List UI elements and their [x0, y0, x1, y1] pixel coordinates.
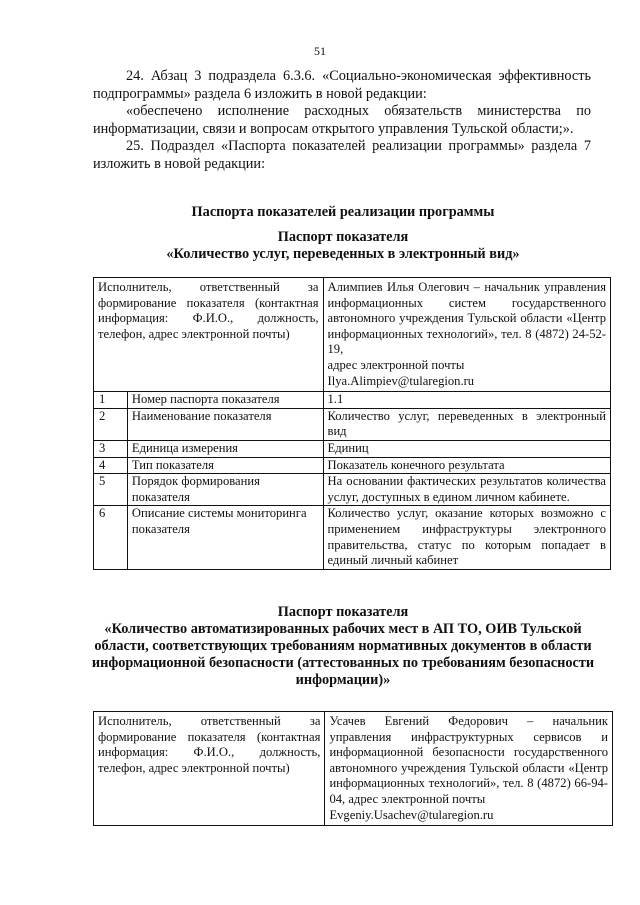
row-number: 1 [94, 392, 128, 409]
row-label: Описание системы мониторинга показателя [127, 506, 323, 569]
row-number: 6 [94, 506, 128, 569]
section-title: Паспорта показателей реализации программы [191, 204, 495, 220]
row-number: 4 [94, 457, 128, 474]
passport2-executor-label: Исполнитель, ответственный за формирование показателя (контактная информация: Ф.И.О., должность, телефон, адрес электронной почты) [94, 712, 325, 826]
row-label: Единица измерения [127, 440, 323, 457]
row-label: Номер паспорта показателя [127, 392, 323, 409]
table-row [94, 474, 611, 506]
row-number: 5 [94, 474, 128, 506]
row-value: На основании фактических результатов количества услуг, доступных в едином личном кабинете. [323, 474, 611, 506]
row-label: Наименование показателя [127, 408, 323, 440]
row-value: Показатель конечного результата [323, 457, 611, 474]
passport1-title-line1: Паспорт показателя [277, 229, 409, 245]
passport1-email[interactable]: Ilya.Alimpiev@tularegion.ru [327, 373, 475, 388]
passport2-table [93, 711, 613, 826]
passport2-email[interactable]: Evgeniy.Usachev@tularegion.ru [329, 807, 494, 822]
row-number: 3 [94, 440, 128, 457]
passport2-title [80, 604, 606, 689]
row-number: 2 [94, 408, 128, 440]
passport1-title-line2: «Количество услуг, переведенных в электронный вид» [166, 246, 520, 262]
passport2-executor-value: Усачев Евгений Федорович – начальник управления инфраструктурных сервисов и информационной безопасности государственного автономного учреждения Тульской области «Центр информационных технологий», тел. 8 (4872) 66-94-04, адрес электронной почты [329, 714, 608, 806]
passport2-executor-row [94, 712, 613, 826]
table-row [94, 392, 611, 409]
passport2-executor-cell [325, 712, 613, 826]
row-label: Тип показателя [127, 457, 323, 474]
row-value: Единиц [323, 440, 611, 457]
passport1-executor-row [94, 278, 611, 392]
page-number: 51 [314, 44, 326, 58]
passport1-table [93, 277, 611, 570]
paragraph-25: 25. Подраздел «Паспорта показателей реализации программы» раздела 7 изложить в новой редакции: [93, 138, 591, 172]
passport2-title-rest: «Количество автоматизированных рабочих мест в АП ТО, ОИВ Тульской области, соответствующих требованиям нормативных документов в области информационной безопасности (аттестованных по требованиям безопасности информации)» [91, 621, 595, 688]
row-value: 1.1 [323, 392, 611, 409]
passport1-executor-cell [323, 278, 611, 392]
row-value: Количество услуг, переведенных в электронный вид [323, 408, 611, 440]
table-row [94, 408, 611, 440]
passport1-title [80, 229, 606, 263]
intro-paragraphs [93, 68, 591, 173]
paragraph-24: 24. Абзац 3 подраздела 6.3.6. «Социально-экономическая эффективность подпрограммы» раздела 6 изложить в новой редакции: [93, 68, 591, 102]
passport2-title-line1: Паспорт показателя [277, 604, 409, 620]
passport1-email-label: адрес электронной почты [327, 357, 465, 372]
row-label: Порядок формирования показателя [127, 474, 323, 506]
table-row [94, 457, 611, 474]
paragraph-24-quote: «обеспечено исполнение расходных обязательств министерства по информатизации, связи и вопросам открытого управления Тульской области;». [93, 103, 591, 137]
table-row [94, 506, 611, 569]
passport1-executor-value: Алимпиев Илья Олегович – начальник управления информационных систем государственного автономного учреждения Тульской области «Центр информационных технологий», тел. 8 (4872) 24-52-19, [327, 280, 606, 357]
passport1-executor-label: Исполнитель, ответственный за формирование показателя (контактная информация: Ф.И.О., должность, телефон, адрес электронной почты) [94, 278, 324, 392]
table-row [94, 440, 611, 457]
row-value: Количество услуг, оказание которых возможно с применением инфраструктуры электронного правительства, статус по которым попадает в единый личный кабинет [323, 506, 611, 569]
